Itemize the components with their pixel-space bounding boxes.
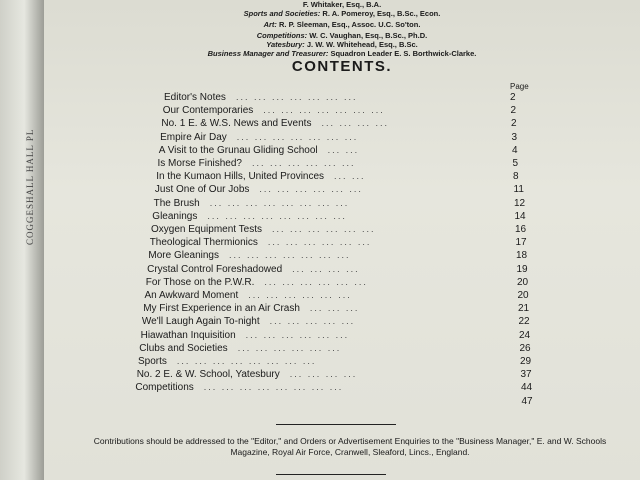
entry-leader-dots: ... ... ... ... ... ...	[267, 237, 372, 248]
entry-leader-dots: ... ... ... ... ... ...	[245, 329, 350, 340]
entry-title: We'll Laugh Again To-night	[141, 316, 260, 328]
entry-page-number: 17	[515, 237, 527, 249]
entry-title: Clubs and Societies	[139, 342, 228, 354]
spine-label: COGGESHALL HALL PL	[25, 128, 35, 245]
staff-name: F. Whitaker, Esq., B.A.	[302, 0, 382, 9]
entry-title: Crystal Control Foreshadowed	[147, 263, 283, 275]
staff-line	[44, 9, 640, 18]
contents-entry	[44, 303, 640, 317]
entry-title: A Visit to the Grunau Gliding School	[158, 144, 318, 156]
entry-page-number: 2	[510, 105, 517, 117]
staff-role: Sports and Societies:	[243, 9, 323, 18]
entry-leader-dots: ... ... ... ... ... ... ...	[236, 131, 359, 142]
entry-leader-dots: ... ...	[334, 171, 366, 182]
entry-page-number: 44	[521, 382, 533, 394]
entry-leader-dots: ... ... ... ...	[289, 369, 358, 380]
entry-leader-dots: ... ... ...	[309, 303, 360, 314]
entry-leader-dots: ... ... ... ... ... ...	[237, 342, 342, 353]
entry-title: Is Morse Finished?	[157, 158, 242, 169]
entry-leader-dots: ... ... ... ... ... ... ...	[228, 250, 351, 261]
magazine-page	[44, 0, 640, 480]
entry-title: Theological Thermionics	[149, 237, 258, 249]
entry-page-number: 12	[514, 197, 526, 209]
entry-leader-dots: ... ... ... ... ... ... ... ...	[209, 197, 350, 208]
entry-leader-dots: ... ... ... ... ... ... ... ...	[176, 356, 317, 366]
staff-line	[44, 40, 640, 49]
entry-page-number: 2	[511, 118, 517, 130]
entry-leader-dots: ... ... ... ... ... ... ...	[235, 92, 358, 102]
entry-page-number: 20	[517, 276, 529, 288]
contents-entry	[44, 198, 640, 212]
entry-title: In the Kumaon Hills, United Provinces	[156, 171, 325, 183]
contents-entry	[44, 118, 640, 132]
entry-leader-dots: ... ... ... ... ... ... ... ...	[207, 210, 347, 221]
staff-line	[44, 31, 640, 40]
entry-page-number: 14	[514, 210, 526, 222]
contents-heading: CONTENTS.	[291, 58, 393, 75]
contents-entry	[44, 343, 640, 357]
entry-leader-dots: ... ... ... ... ... ...	[248, 290, 352, 300]
contents-entry	[44, 171, 640, 185]
entry-page-number: 26	[519, 342, 531, 354]
divider-top	[276, 424, 396, 425]
staff-line	[44, 20, 640, 29]
contents-entry	[44, 132, 640, 146]
contents-entry	[44, 158, 640, 172]
contents-entry	[44, 290, 640, 304]
entry-page-number: 47	[521, 395, 533, 407]
contents-entry	[44, 369, 640, 383]
entry-page-number: 11	[513, 184, 524, 196]
contents-entry	[44, 145, 640, 159]
footer-notice: Contributions should be addressed to the "Editor," and Orders or Advertisement Enquiries to the "Business Manager," E. and W. Schools Magazine, Royal Air Force, Cranwell, Sleaford, Lincs., England.	[93, 436, 607, 457]
staff-name: Squadron Leader E. S. Borthwick-Clarke.	[330, 49, 477, 58]
entry-title: Oxygen Equipment Tests	[151, 224, 262, 235]
entry-title: Sports	[138, 356, 167, 367]
entry-page-number: 21	[518, 303, 530, 315]
entry-leader-dots: ... ... ... ... ... ...	[264, 276, 368, 287]
contents-entry	[44, 264, 640, 278]
contents-entry	[44, 250, 640, 264]
entry-title: An Awkward Moment	[144, 290, 239, 301]
entry-page-number: 29	[520, 356, 532, 367]
entry-page-number: 20	[517, 290, 529, 301]
contents-entry	[44, 211, 640, 225]
entry-leader-dots: ... ... ... ... ... ... ...	[263, 105, 385, 116]
contents-entry	[44, 382, 640, 396]
staff-name: J. W. W. Whitehead, Esq., B.Sc.	[306, 40, 418, 49]
divider-bottom	[276, 474, 386, 475]
entry-page-number: 24	[519, 329, 531, 341]
entry-title: The Brush	[153, 197, 200, 209]
entry-page-number: 5	[512, 158, 519, 169]
book-spine	[0, 0, 44, 480]
entry-page-number: 3	[511, 131, 518, 143]
staff-name: W. C. Vaughan, Esq., B.Sc., Ph.D.	[309, 31, 428, 40]
contents-entry	[44, 92, 640, 106]
page-column-label: Page	[510, 82, 529, 91]
entry-title: Hiawathan Inquisition	[140, 329, 236, 341]
entry-title: Our Contemporaries	[162, 105, 254, 117]
entry-page-number: 37	[520, 369, 532, 381]
entry-leader-dots: ... ... ... ... ... ... ... ...	[203, 382, 344, 393]
entry-title: No. 1 E. & W.S. News and Events	[161, 118, 312, 130]
entry-leader-dots: ... ... ... ... ... ...	[272, 224, 376, 234]
entry-leader-dots: ... ... ... ... ... ...	[259, 184, 363, 195]
entry-page-number: 16	[515, 224, 527, 235]
entry-title: Empire Air Day	[160, 131, 227, 143]
entry-title: Editor's Notes	[164, 92, 226, 103]
entry-title: Gleanings	[152, 210, 198, 222]
staff-role: Competitions:	[256, 31, 310, 40]
contents-entry	[44, 105, 640, 119]
entry-page-number: 18	[516, 250, 528, 262]
entry-leader-dots: ... ... ... ...	[321, 118, 389, 129]
entry-leader-dots: ... ... ... ... ... ...	[251, 158, 356, 168]
entry-page-number: 2	[510, 92, 516, 103]
contents-entry	[44, 330, 640, 344]
entry-leader-dots: ... ... ... ... ...	[269, 316, 356, 327]
staff-line	[44, 49, 640, 58]
contents-entry	[44, 224, 640, 238]
entry-page-number: 4	[512, 144, 518, 156]
entry-leader-dots: ... ... ... ...	[292, 263, 360, 274]
contents-entry	[44, 184, 640, 198]
staff-role: Yatesbury:	[266, 40, 307, 49]
staff-line	[44, 0, 640, 9]
entry-page-number: 8	[513, 171, 519, 183]
entry-page-number: 22	[518, 316, 530, 328]
staff-role: Art:	[263, 20, 279, 29]
entry-title: My First Experience in an Air Crash	[143, 303, 300, 315]
entry-title: Just One of Our Jobs	[154, 184, 250, 196]
entry-page-number: 19	[516, 263, 528, 275]
contents-entry	[44, 277, 640, 291]
entry-leader-dots: ... ...	[327, 144, 360, 155]
contents-entry	[44, 356, 640, 370]
staff-name: R. P. Sleeman, Esq., Assoc. U.C. So'ton.	[279, 20, 421, 29]
contents-entry	[44, 237, 640, 251]
entry-title: More Gleanings	[148, 250, 219, 262]
entry-title: For Those on the P.W.R.	[145, 276, 255, 288]
contents-entry	[44, 396, 640, 410]
contents-entry	[44, 316, 640, 330]
staff-role: Business Manager and Treasurer:	[207, 49, 331, 58]
entry-title: Competitions	[135, 382, 194, 394]
staff-name: R. A. Pomeroy, Esq., B.Sc., Econ.	[322, 9, 441, 18]
entry-title: No. 2 E. & W. School, Yatesbury	[136, 369, 280, 381]
